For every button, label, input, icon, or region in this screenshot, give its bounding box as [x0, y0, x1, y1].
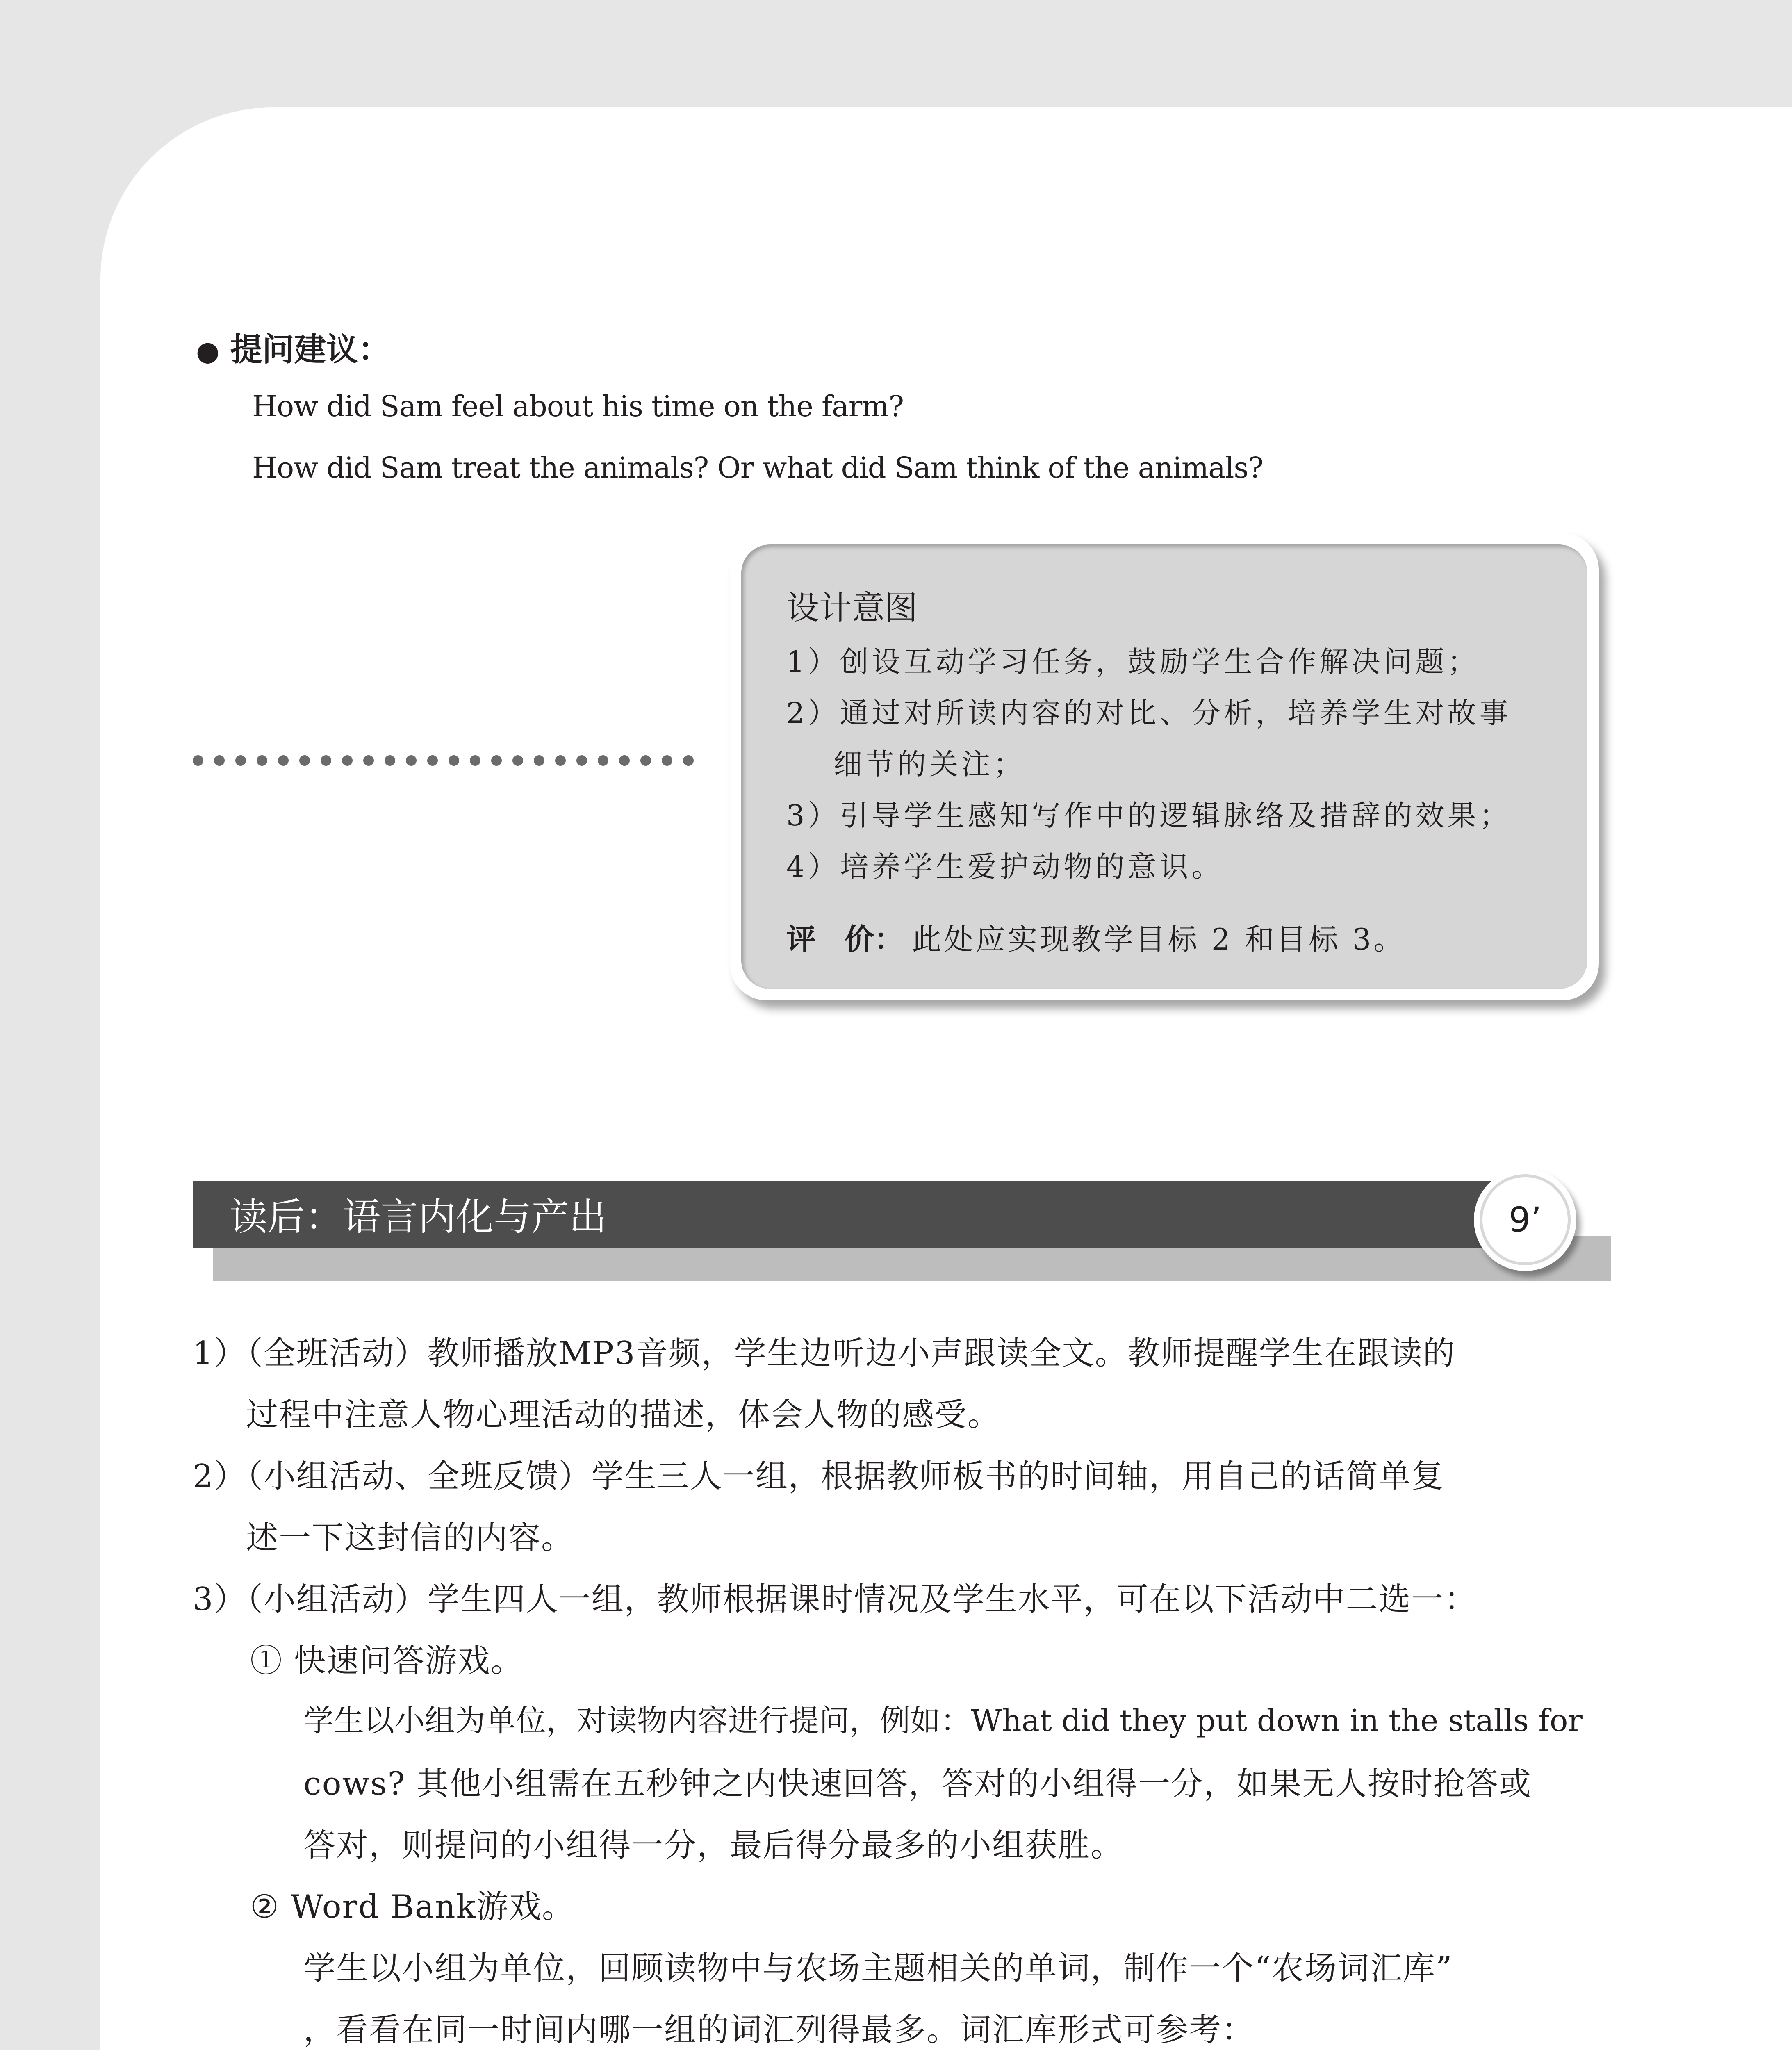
design-intent-title: 设计意图 — [786, 589, 918, 627]
activity-line: 述一下这封信的内容。 — [246, 1519, 574, 1556]
activity-line: 2）（小组活动、全班反馈）学生三人一组，根据教师板书的时间轴，用自己的话简单复 — [193, 1458, 1444, 1495]
design-intent-item: 4）培养学生爱护动物的意识。 — [786, 850, 1224, 884]
time-badge — [1474, 1168, 1576, 1271]
bullet-icon: ● — [196, 335, 220, 367]
evaluation-label: 评 价： — [786, 922, 904, 957]
time-badge-label: 9’ — [1480, 1174, 1571, 1265]
design-intent-evaluation — [786, 916, 1405, 958]
option-title: ① 快速问答游戏。 — [250, 1642, 524, 1679]
questions-heading — [196, 324, 390, 370]
option-text: 答对，则提问的小组得一分，最后得分最多的小组获胜。 — [303, 1827, 1124, 1864]
activity-line: 过程中注意人物心理活动的描述，体会人物的感受。 — [246, 1396, 1001, 1433]
option-text: 学生以小组为单位，回顾读物中与农场主题相关的单词，制作一个“农场词汇库” — [303, 1950, 1453, 1987]
design-intent-item: 细节的关注； — [833, 747, 1025, 781]
design-intent-item: 2）通过对所读内容的对比、分析，培养学生对故事 — [786, 696, 1512, 730]
design-intent-panel — [741, 544, 1587, 989]
activity-line: 3）（小组活动）学生四人一组，教师根据课时情况及学生水平，可在以下活动中二选一： — [193, 1581, 1477, 1618]
option-text: 学生以小组为单位，对读物内容进行提问，例如：What did they put down in the stalls for — [303, 1703, 1583, 1738]
design-intent-item: 3）引导学生感知写作中的逻辑脉络及措辞的效果； — [786, 799, 1512, 832]
section-title: 读后：语言内化与产出 — [230, 1195, 607, 1239]
dotted-leader — [193, 755, 701, 768]
activity-line: 1）（全班活动）教师播放MP3音频，学生边听边小声跟读全文。教师提醒学生在跟读的 — [193, 1335, 1456, 1372]
question-item: How did Sam feel about his time on the farm? — [252, 390, 904, 423]
design-intent-box — [730, 533, 1599, 1000]
design-intent-item: 1）创设互动学习任务，鼓励学生合作解决问题； — [786, 645, 1480, 679]
question-item: How did Sam treat the animals? Or what did Sam think of the animals? — [252, 451, 1263, 485]
evaluation-text: 此处应实现教学目标 2 和目标 3。 — [912, 922, 1406, 957]
option-text: ，看看在同一时间内哪一组的词汇列得最多。词汇库形式可参考： — [303, 2011, 1255, 2048]
option-text: cows? 其他小组需在五秒钟之内快速回答，答对的小组得一分，如果无人按时抢答或 — [303, 1765, 1532, 1802]
questions-heading-label: 提问建议： — [230, 331, 390, 368]
option-title: ② Word Bank游戏。 — [250, 1888, 575, 1925]
